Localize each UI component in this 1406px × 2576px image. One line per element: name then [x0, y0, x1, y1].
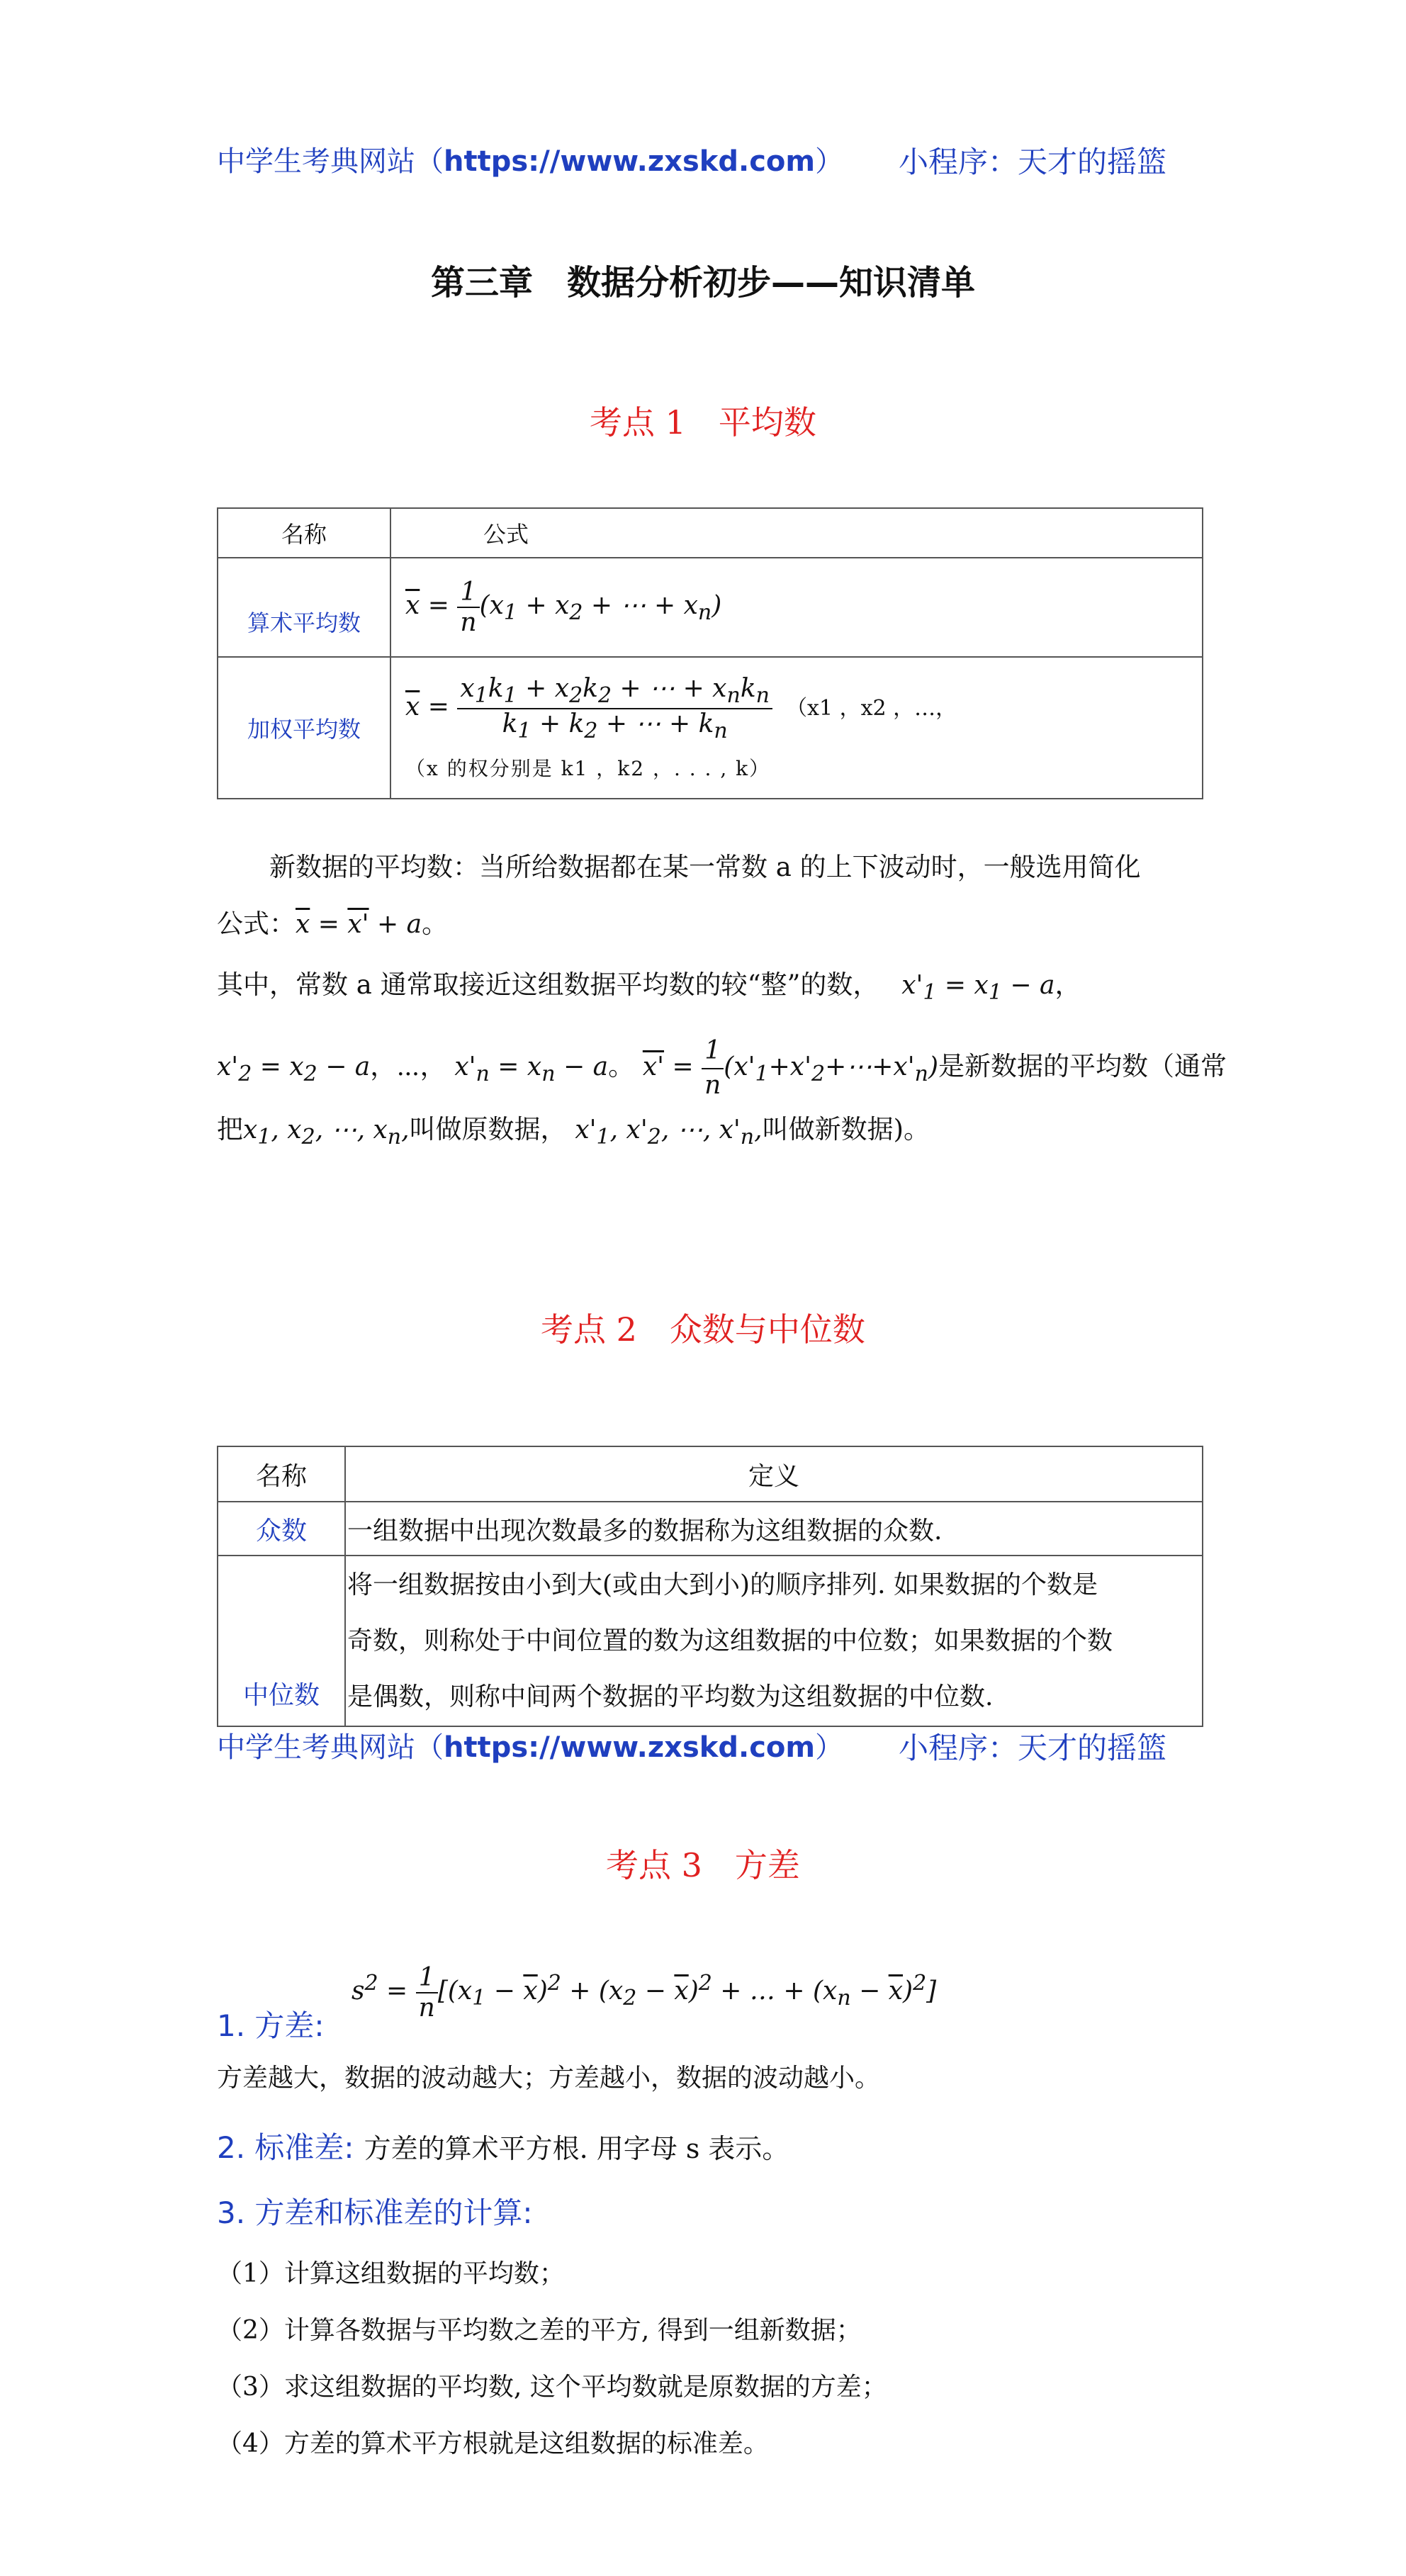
table2-header-name: 名称 [218, 1446, 345, 1502]
new-data-definition-line: $x'_2 = x_2 - a$，⋯， $x'_n = x_n - a$。 x' = $\frac{1}{n}$ $(x'_1+x'_2+\cdots+x'_n)$是新数据的平均数（通常 [217, 1036, 1227, 1100]
mode-definition: 一组数据中出现次数最多的数据称为这组数据的众数. [345, 1502, 1203, 1556]
step-3: （3）求这组数据的平均数, 这个平均数就是原数据的方差； [217, 2373, 887, 2402]
step-2: （2）计算各数据与平均数之差的平方, 得到一组新数据； [217, 2316, 862, 2345]
page-header [0, 139, 1406, 196]
median-label: 中位数 [218, 1556, 345, 1726]
mini-program-label-repeat: 小程序：天才的摇篮 [899, 1731, 1167, 1765]
step-4: （4）方差的算术平方根就是这组数据的标准差。 [217, 2429, 769, 2458]
mode-label: 众数 [218, 1502, 345, 1556]
page-header-repeat [0, 1725, 1406, 1782]
constant-a-line: 其中，常数 a 通常取接近这组数据平均数的较“整”的数， $x'_1 = x_1 - a$， [217, 969, 1081, 1006]
page-title: 第三章 数据分析初步——知识清单 [430, 263, 975, 303]
mean-formula-table [217, 507, 1203, 799]
section1-heading: 考点 1 平均数 [590, 403, 816, 441]
step-1: （1）计算这组数据的平均数； [217, 2259, 565, 2288]
variance-formula: $s^2$ = $\frac{1}{n}$ [$(x_1 - \overline{x})^2 + (x_2 - \overline{x})^2$ + … + $(x_n - \overline{x})^2$] [352, 1963, 937, 2023]
variance-description: 方差越大，数据的波动越大；方差越小，数据的波动越小。 [217, 2064, 881, 2093]
arithmetic-mean-label: 算术平均数 [218, 558, 390, 657]
table-header-name: 名称 [218, 508, 390, 558]
section2-heading: 考点 2 众数与中位数 [541, 1310, 865, 1349]
original-data-line: 把$x_1$, $x_2$, ⋯, $x_n$,叫做原数据， $x'_1$, $x'_2$, ⋯, $x'_n$,叫做新数据)。 [217, 1114, 930, 1150]
site-name-repeat[interactable]: 中学生考典网站（https://www.zxskd.com） [217, 1731, 844, 1764]
table2-header-definition: 定义 [345, 1446, 1203, 1502]
mode-median-table [217, 1446, 1203, 1727]
variance-heading: 1. 方差: [217, 2008, 325, 2043]
section3-heading: 考点 3 方差 [606, 1846, 800, 1884]
calculation-heading: 3. 方差和标准差的计算: [217, 2195, 533, 2230]
new-data-mean-para: 新数据的平均数：当所给数据都在某一常数 a 的上下波动时，一般选用简化 [269, 852, 1141, 882]
std-dev-heading: 2. 标准差: 方差的算术平方根. 用字母 s 表示。 [217, 2130, 789, 2165]
median-definition: 将一组数据按由小到大(或由大到小)的顺序排列. 如果数据的个数是 奇数，则称处于中间位置的数为这组数据的中位数；如果数据的个数 是偶数，则称中间两个数据的平均数为这组数据的中位数. [345, 1556, 1203, 1726]
arithmetic-mean-formula: $\overline{x}$ = $\frac{1}{n}$ ($x_1 + x_2$ + ⋯ + $x_n$) [390, 558, 1203, 657]
weighted-mean-label: 加权平均数 [218, 657, 390, 799]
site-name[interactable]: 中学生考典网站（https://www.zxskd.com） [217, 145, 844, 178]
simplified-formula-line: 公式：$\overline{x} = x' + a$。 [217, 909, 449, 939]
table-header-formula: 公式 [390, 508, 1203, 558]
mini-program-label: 小程序：天才的摇篮 [899, 145, 1167, 179]
weighted-mean-formula: $\overline{x}$ = $\frac{x_1k_1 + x_2k_2 + \cdots + x_nk_n}{k_1 + k_2 + \cdots + k_n}$ （x1 ，x2 ，…， （x 的权分别是 k1 ，k2 ，. . . , k） [390, 657, 1203, 799]
